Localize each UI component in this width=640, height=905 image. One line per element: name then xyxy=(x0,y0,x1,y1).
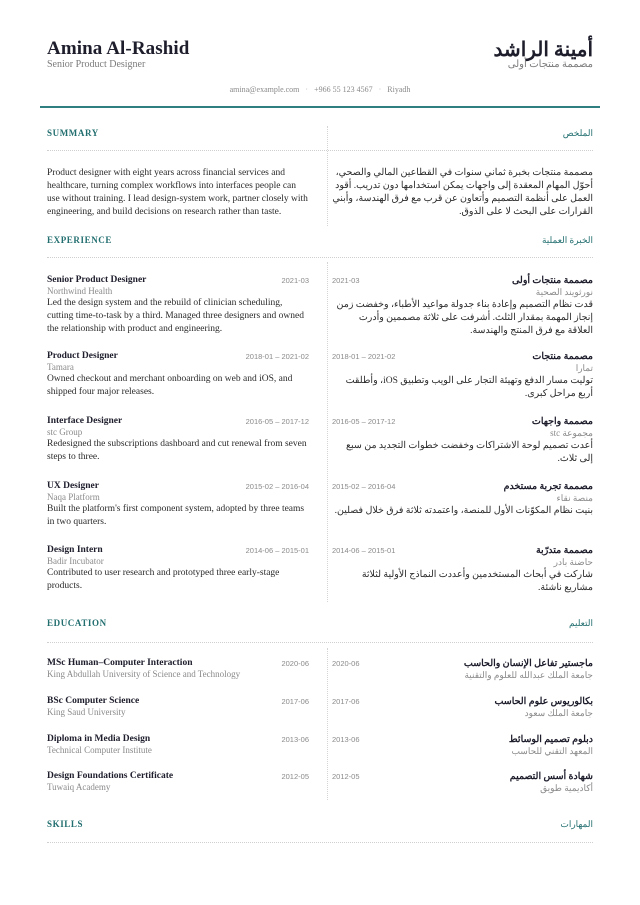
experience-item-arabic xyxy=(332,351,593,401)
section-title-arabic: الملخص xyxy=(562,128,593,138)
section-divider xyxy=(47,642,593,643)
name-english: Amina Al-Rashid xyxy=(47,38,190,59)
role-description: بنيت نظام المكوّنات الأول للمنصة، واعتمدته ثلاثة فرق خلال فصلين. xyxy=(334,506,593,516)
organization: نورثويند الصحية xyxy=(535,287,593,297)
section-title-english: EDUCATION xyxy=(47,618,107,628)
experience-item-english xyxy=(47,545,309,593)
header-rule xyxy=(40,106,600,108)
education-item-english xyxy=(47,734,309,755)
section-title-arabic: الخبرة العملية xyxy=(541,235,593,245)
date-range: 2014-06 – 2015-01 xyxy=(245,546,309,555)
contact-city: Riyadh xyxy=(387,85,411,94)
section-experience xyxy=(47,235,593,249)
section-skills xyxy=(47,819,593,833)
experience-item-english xyxy=(47,351,309,399)
degree-title: Design Foundations Certificate xyxy=(47,771,174,781)
education-item-arabic xyxy=(332,658,593,681)
organization: Naqa Platform xyxy=(47,492,100,502)
education-item-arabic xyxy=(332,734,593,757)
education-item-english xyxy=(47,658,309,679)
organization: مجموعة stc xyxy=(550,428,593,438)
school-name: King Abdullah University of Science and Technology xyxy=(47,669,241,679)
role-description: Led the design system and the rebuild of clinician scheduling, cutting time-to-task by a third. Managed three designers and owned the relationship with product and engineering. xyxy=(47,298,304,334)
role-title: Interface Designer xyxy=(47,416,123,426)
experience-item-arabic xyxy=(332,481,593,518)
summary-english: Product designer with eight years across financial services and healthcare, turning complex workflows into interfaces people can use without training. I lead design-system work, partner closely with engineering, and build decisions on research rather than taste. xyxy=(47,168,308,217)
date-range: 2014-06 – 2015-01 xyxy=(332,546,396,555)
section-summary xyxy=(47,128,593,142)
date-range: 2016-05 – 2017-12 xyxy=(245,417,309,426)
separator: · xyxy=(305,85,309,94)
degree-title: Diploma in Media Design xyxy=(47,734,151,744)
education-item-english xyxy=(47,696,309,717)
role-description: قدت نظام التصميم وإعادة بناء جدولة مواعيد الأطباء، وخفضت زمن إنجاز المهمة بمقدار الثلث. أشرفت على ثلاثة مصممين وأدرت العلاقة مع فرق المنتج والهندسة. xyxy=(336,300,593,336)
organization: منصة نقاء xyxy=(556,493,593,503)
contact-email[interactable]: amina@example.com xyxy=(229,85,300,94)
organization: حاضنة بادر xyxy=(553,557,593,567)
role-description: توليت مسار الدفع وتهيئة التجار على الويب وتطبيق iOS، وأطلقت أربع مراحل كبرى. xyxy=(345,376,593,399)
organization: Northwind Health xyxy=(47,286,113,296)
date-range: 2016-05 – 2017-12 xyxy=(332,417,396,426)
date-range: 2021-03 xyxy=(332,276,360,285)
date-range: 2015-02 – 2016-04 xyxy=(245,482,309,491)
graduation-date: 2017-06 xyxy=(281,697,309,706)
section-title-english: SKILLS xyxy=(47,819,84,829)
section-title-english: SUMMARY xyxy=(47,128,99,138)
role-title: مصممة واجهات xyxy=(531,417,593,427)
degree-title: BSc Computer Science xyxy=(47,696,140,706)
graduation-date: 2012-05 xyxy=(332,772,360,781)
column-divider xyxy=(327,126,328,226)
organization: stc Group xyxy=(47,427,83,437)
school-name: King Saud University xyxy=(47,707,126,717)
degree-title: دبلوم تصميم الوسائط xyxy=(508,735,593,745)
role-title: UX Designer xyxy=(47,481,99,491)
school-name: جامعة الملك سعود xyxy=(524,708,593,718)
role-title: Senior Product Designer xyxy=(47,275,147,285)
job-title-english: Senior Product Designer xyxy=(47,59,146,70)
job-title-arabic: مصممة منتجات أولى xyxy=(507,59,593,70)
education-item-arabic xyxy=(332,771,593,794)
graduation-date: 2017-06 xyxy=(332,697,360,706)
education-item-arabic xyxy=(332,696,593,719)
summary-arabic: مصممة منتجات بخبرة ثماني سنوات في القطاعين المالي والصحي، أحوّل المهام المعقدة إلى واجهات يمكن استخدامها دون تدريب. أقود العمل على أنظمة التصميم وأتعاون عن قرب مع فرق الهندسة، وأبني القرارات على البحث لا على الذوق. xyxy=(332,168,593,217)
experience-item-english xyxy=(47,481,309,529)
role-description: Owned checkout and merchant onboarding on web and iOS, and shipped four major releases. xyxy=(47,374,293,397)
school-name: أكاديمية طويق xyxy=(540,783,593,793)
role-title: Product Designer xyxy=(47,351,118,361)
experience-item-arabic xyxy=(332,416,593,466)
graduation-date: 2020-06 xyxy=(281,659,309,668)
education-item-english xyxy=(47,771,309,792)
degree-title: MSc Human–Computer Interaction xyxy=(47,658,193,668)
date-range: 2018-01 – 2021-02 xyxy=(332,352,396,361)
role-title: مصممة منتجات أولى xyxy=(512,276,593,286)
date-range: 2015-02 – 2016-04 xyxy=(332,482,396,491)
school-name: Technical Computer Institute xyxy=(47,745,152,755)
section-title-english: EXPERIENCE xyxy=(47,235,113,245)
role-description: Redesigned the subscriptions dashboard and cut renewal from seven steps to three. xyxy=(47,439,307,462)
contact-line xyxy=(0,85,640,94)
section-title-arabic: المهارات xyxy=(560,819,593,829)
role-description: شاركت في أبحاث المستخدمين وأعددت النماذج الأولية لثلاثة مشاريع ناشئة. xyxy=(361,570,593,593)
graduation-date: 2013-06 xyxy=(281,735,309,744)
section-divider xyxy=(47,257,593,258)
section-title-arabic: التعليم xyxy=(569,618,593,628)
role-description: Built the platform's first component system, adopted by three teams in two quarters. xyxy=(47,504,305,527)
degree-title: شهادة أسس التصميم xyxy=(509,772,593,782)
section-education xyxy=(47,618,593,632)
experience-item-english xyxy=(47,416,309,464)
organization: تمارا xyxy=(575,363,593,373)
experience-item-arabic xyxy=(332,545,593,595)
organization: Tamara xyxy=(47,362,74,372)
role-description: أعدت تصميم لوحة الاشتراكات وخفضت خطوات التجديد من سبع إلى ثلاث. xyxy=(345,441,593,464)
date-range: 2021-03 xyxy=(281,276,309,285)
contact-phone[interactable]: +966 55 123 4567 xyxy=(314,85,373,94)
role-title: Design Intern xyxy=(47,545,103,555)
school-name: Tuwaiq Academy xyxy=(47,782,111,792)
experience-item-english xyxy=(47,275,309,336)
school-name: المعهد التقني للحاسب xyxy=(511,746,593,756)
degree-title: ماجستير تفاعل الإنسان والحاسب xyxy=(463,659,593,669)
graduation-date: 2020-06 xyxy=(332,659,360,668)
role-description: Contributed to user research and prototyped three early-stage products. xyxy=(47,568,280,591)
column-divider xyxy=(327,648,328,800)
section-divider xyxy=(47,842,593,843)
organization: Badir Incubator xyxy=(47,556,104,566)
date-range: 2018-01 – 2021-02 xyxy=(245,352,309,361)
name-arabic: أمينة الراشد xyxy=(493,39,593,61)
graduation-date: 2013-06 xyxy=(332,735,360,744)
section-divider xyxy=(47,150,593,151)
school-name: جامعة الملك عبدالله للعلوم والتقنية xyxy=(464,670,593,680)
column-divider xyxy=(327,262,328,602)
separator: · xyxy=(378,85,382,94)
role-title: مصممة تجربة مستخدم xyxy=(503,482,593,492)
role-title: مصممة منتجات xyxy=(532,352,593,362)
role-title: مصممة متدرّبة xyxy=(535,546,593,556)
resume-header xyxy=(47,38,593,74)
experience-item-arabic xyxy=(332,275,593,338)
degree-title: بكالوريوس علوم الحاسب xyxy=(494,697,593,707)
graduation-date: 2012-05 xyxy=(281,772,309,781)
